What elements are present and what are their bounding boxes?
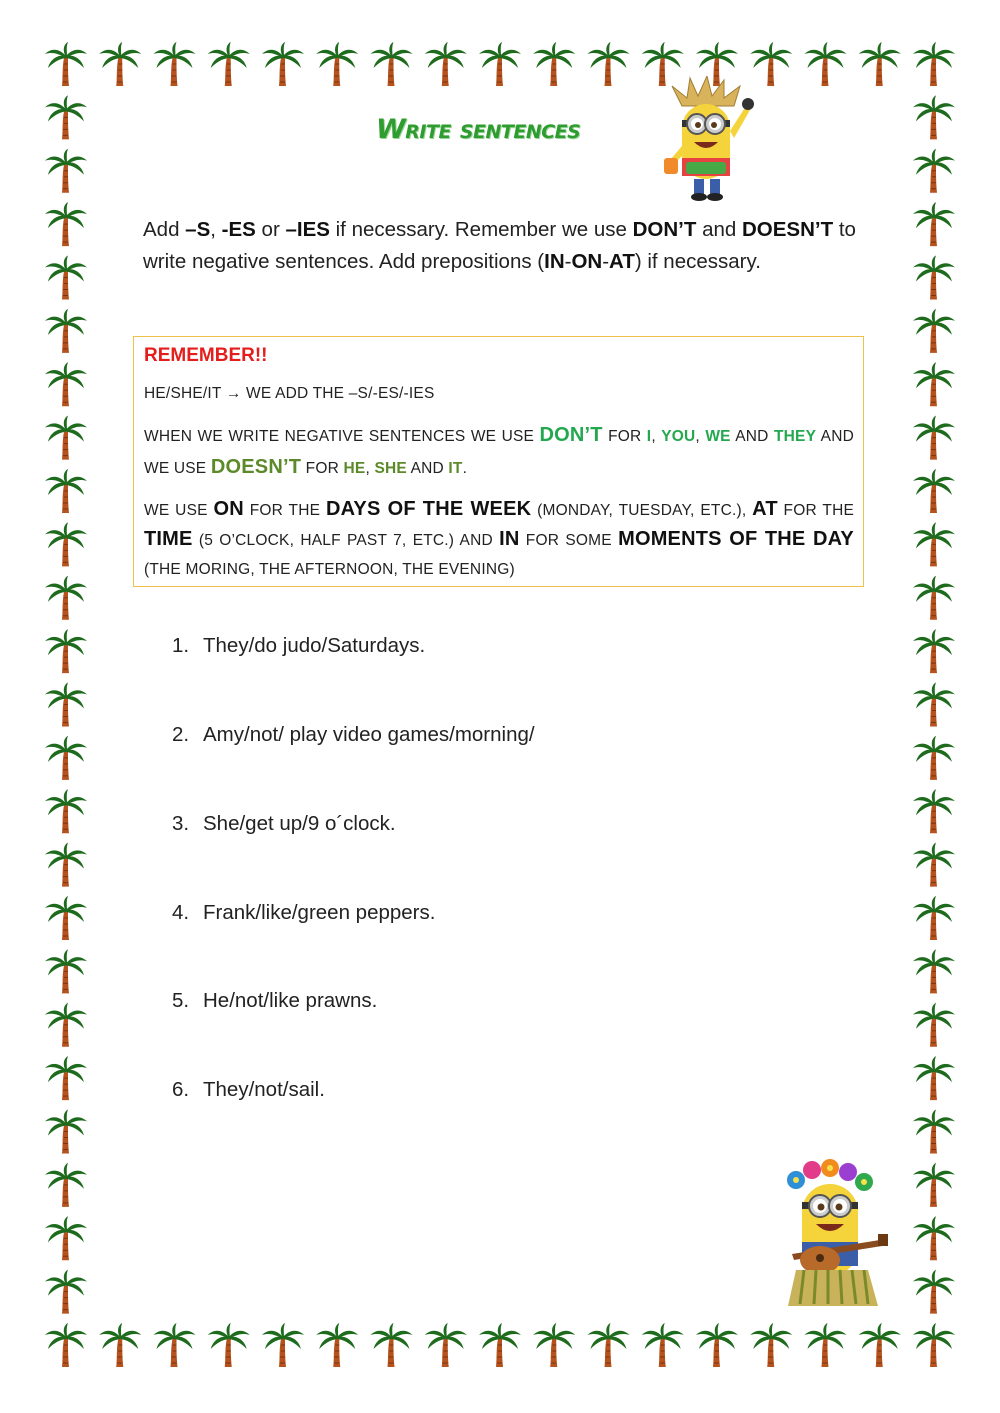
palm-tree-icon	[913, 1003, 955, 1047]
palm-tree-icon	[859, 42, 901, 86]
palm-tree-icon	[45, 416, 87, 460]
palm-tree-icon	[913, 736, 955, 780]
palm-tree-icon	[45, 629, 87, 673]
palm-tree-icon	[750, 1323, 792, 1367]
palm-tree-icon	[45, 95, 87, 139]
palm-tree-icon	[913, 896, 955, 940]
exercise-item: 1. They/do judo/Saturdays.	[172, 634, 426, 657]
remember-title: REMEMBER!!	[144, 345, 268, 366]
palm-tree-icon	[45, 42, 87, 86]
palm-tree-icon	[45, 1216, 87, 1260]
palm-tree-icon	[913, 683, 955, 727]
palm-tree-icon	[45, 1110, 87, 1154]
palm-tree-icon	[913, 1056, 955, 1100]
palm-tree-icon	[479, 1323, 521, 1367]
instructions-paragraph: Add –S, -ES or –IES if necessary. Remember we use DON’T and DOESN’T to write negative sentences. Add prepositions (IN-ON-AT) if necessary.	[143, 218, 856, 273]
palm-tree-icon	[45, 1323, 87, 1367]
exercise-item: 6. They/not/sail.	[172, 1078, 325, 1101]
palm-tree-icon	[533, 1323, 575, 1367]
palm-tree-icon	[588, 42, 630, 86]
palm-tree-icon	[913, 95, 955, 139]
minion-hawaiian-ukulele-image	[768, 1158, 898, 1310]
exercise-item: 4. Frank/like/green peppers.	[172, 901, 436, 924]
palm-tree-icon	[45, 576, 87, 620]
palm-tree-icon	[371, 1323, 413, 1367]
palm-tree-icon	[913, 202, 955, 246]
exercise-item: 2. Amy/not/ play video games/morning/	[172, 723, 535, 746]
rule-prepositions: WE USE ON FOR THE DAYS OF THE WEEK (MONDAY, TUESDAY, ETC.), AT FOR THE TIME (5 O’CLOCK, HALF PAST 7, ETC.) AND IN FOR SOME MOMENTS OF THE DAY (THE MORING, THE AFTERNOON, THE EVENING)	[144, 498, 855, 578]
palm-tree-icon	[913, 629, 955, 673]
palm-tree-icon	[45, 736, 87, 780]
palm-tree-icon	[154, 42, 196, 86]
palm-tree-icon	[805, 42, 847, 86]
palm-tree-icon	[154, 1323, 196, 1367]
palm-tree-icon	[371, 42, 413, 86]
rule-third-person: HE/SHE/IT → WE ADD THE –S/-ES/-IES	[144, 385, 435, 402]
remember-box	[133, 336, 864, 587]
palm-tree-icon	[913, 1163, 955, 1207]
palm-tree-icon	[425, 1323, 467, 1367]
rule-negative-sentences: WHEN WE WRITE NEGATIVE SENTENCES WE USE DON’T FOR I, YOU, WE AND THEY AND WE USE DOESN’T FOR HE, SHE AND IT.	[144, 424, 854, 478]
palm-tree-icon	[913, 576, 955, 620]
palm-tree-icon	[913, 362, 955, 406]
palm-tree-icon	[45, 202, 87, 246]
palm-tree-icon	[533, 42, 575, 86]
palm-tree-icon	[913, 1270, 955, 1314]
palm-tree-icon	[588, 1323, 630, 1367]
palm-tree-icon	[479, 42, 521, 86]
palm-tree-icon	[45, 896, 87, 940]
palm-tree-icon	[913, 309, 955, 353]
exercise-item: 3. She/get up/9 o´clock.	[172, 812, 396, 835]
palm-tree-icon	[45, 843, 87, 887]
palm-tree-icon	[859, 1323, 901, 1367]
palm-tree-icon	[913, 522, 955, 566]
palm-tree-icon	[45, 256, 87, 300]
palm-tree-icon	[913, 149, 955, 193]
palm-tree-icon	[913, 1323, 955, 1367]
palm-tree-icon	[913, 1110, 955, 1154]
palm-tree-icon	[913, 42, 955, 86]
palm-tree-icon	[208, 42, 250, 86]
palm-tree-icon	[262, 1323, 304, 1367]
palm-tree-icon	[913, 949, 955, 993]
palm-tree-icon	[45, 949, 87, 993]
palm-tree-icon	[913, 843, 955, 887]
palm-tree-icon	[45, 309, 87, 353]
palm-tree-icon	[913, 256, 955, 300]
palm-tree-icon	[316, 1323, 358, 1367]
palm-tree-icon	[45, 362, 87, 406]
palm-tree-icon	[208, 1323, 250, 1367]
palm-tree-icon	[45, 149, 87, 193]
palm-tree-icon	[45, 1003, 87, 1047]
palm-tree-icon	[913, 1216, 955, 1260]
palm-tree-icon	[45, 469, 87, 513]
palm-tree-icon	[45, 1056, 87, 1100]
palm-tree-icon	[913, 789, 955, 833]
palm-tree-icon	[99, 1323, 141, 1367]
palm-tree-icon	[45, 1163, 87, 1207]
palm-tree-icon	[45, 522, 87, 566]
palm-tree-icon	[913, 469, 955, 513]
palm-tree-icon	[425, 42, 467, 86]
exercise-item: 5. He/not/like prawns.	[172, 989, 378, 1012]
palm-tree-icon	[45, 683, 87, 727]
palm-tree-icon	[913, 416, 955, 460]
arrow-right-icon: →	[225, 385, 242, 402]
page-title: Write sentences	[376, 114, 581, 145]
palm-tree-icon	[805, 1323, 847, 1367]
palm-tree-icon	[45, 789, 87, 833]
palm-tree-icon	[45, 1270, 87, 1314]
palm-tree-icon	[262, 42, 304, 86]
palm-tree-icon	[642, 1323, 684, 1367]
palm-tree-icon	[99, 42, 141, 86]
palm-tree-icon	[316, 42, 358, 86]
palm-tree-icon	[696, 1323, 738, 1367]
minion-straw-hat-image	[652, 76, 762, 204]
